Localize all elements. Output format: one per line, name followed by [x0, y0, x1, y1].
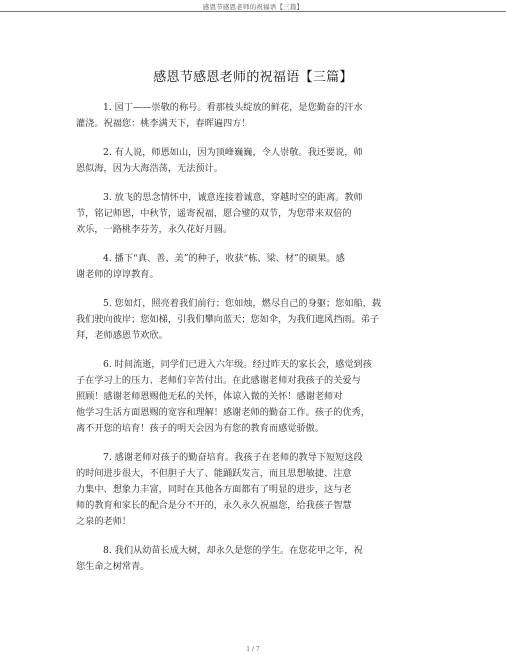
paragraph-3	[76, 190, 414, 238]
paragraph-7	[76, 450, 414, 530]
paragraph-2	[76, 145, 414, 177]
paragraph-line: 2. 有人说，师恩如山，因为顶峰巍巍，令人崇敬。我还要说，师	[103, 147, 363, 158]
paragraph-line: 子在学习上的压力、老师们辛苦付出。在此感谢老师对我孩子的关爱与	[76, 375, 361, 386]
paragraph-6	[76, 357, 414, 437]
paragraph-line: 1. 园丁——崇敬的称号。看那枝头绽放的鲜花，是您勤奋的汗水	[103, 102, 363, 113]
paragraph-line: 节，铭记师恩，中秋节，遥寄祝福，愿合璧的双节，为您带来双倍的	[76, 208, 352, 219]
document-body	[76, 100, 414, 588]
paragraph-line: 我们驶向彼岸；您如梯，引我们攀向蓝天；您如伞，为我们遮风挡雨。弟子	[76, 314, 380, 325]
paragraph-1	[76, 100, 414, 132]
paragraph-8	[76, 543, 414, 575]
paragraph-line: 力集中、想象力丰富，同时在其他各方面都有了明显的进步，这与老	[76, 484, 352, 495]
paragraph-line: 拜，老师感恩节欢欣。	[76, 330, 168, 341]
paragraph-line: 7. 感谢老师对孩子的勤奋培育。我孩子在老师的教导下短短这段	[103, 452, 363, 463]
paragraph-line: 师的教育和家长的配合是分不开的，永久永久祝福您，给我孩子智慧	[76, 500, 352, 511]
paragraph-line: 谢老师的谆谆教育。	[76, 269, 159, 280]
paragraph-line: 恩似海，因为大海浩荡，无法预计。	[76, 163, 223, 174]
paragraph-5	[76, 296, 414, 344]
paragraph-line: 照顾！感谢老师恩赐他无私的关怀，体谅入微的关怀！感谢老师对	[76, 391, 343, 402]
paragraph-line: 之泉的老师！	[76, 516, 132, 527]
document-title: 感恩节感恩老师的祝福语【三篇】	[153, 70, 353, 85]
paragraph-line: 3. 放飞的思念情怀中，诚意连接着诚意，穿越时空的距离。教师	[103, 192, 363, 203]
paragraph-line: 灌浇。祝福您：桃李满天下，春晖遍四方！	[76, 118, 251, 129]
page-number: 1 / 7	[246, 646, 260, 653]
paragraph-4	[76, 251, 414, 283]
paragraph-line: 您生命之树常青。	[76, 561, 150, 572]
paragraph-line: 4. 播下“真、善、美”的种子，收获“栋、梁、材”的硕果。感	[103, 253, 345, 264]
header-divider	[0, 11, 506, 12]
paragraph-line: 的时间进步很大，不但胆子大了、能踊跃发言，而且思想敏捷、注意	[76, 468, 352, 479]
running-header: 感恩节感恩老师的祝福语【三篇】	[202, 3, 304, 11]
paragraph-line: 8. 我们从幼苗长成大树，却永久是您的学生。在您花甲之年，祝	[103, 545, 363, 556]
paragraph-line: 离不开您的培育！孩子的明天会因为有您的教育而感觉骄傲。	[76, 423, 325, 434]
paragraph-line: 5. 您如灯，照亮着我们前行；您如烛，燃尽自己的身躯；您如船，载	[103, 298, 382, 309]
paragraph-line: 他学习生活方面恩赐的宽容和理解！感谢老师的勤奋工作。孩子的优秀，	[76, 407, 370, 418]
paragraph-line: 欢乐，一路桃李芬芳，永久花好月圆。	[76, 224, 233, 235]
paragraph-line: 6. 时间流逝，同学们已进入六年级。经过昨天的家长会，感觉到孩	[103, 359, 372, 370]
